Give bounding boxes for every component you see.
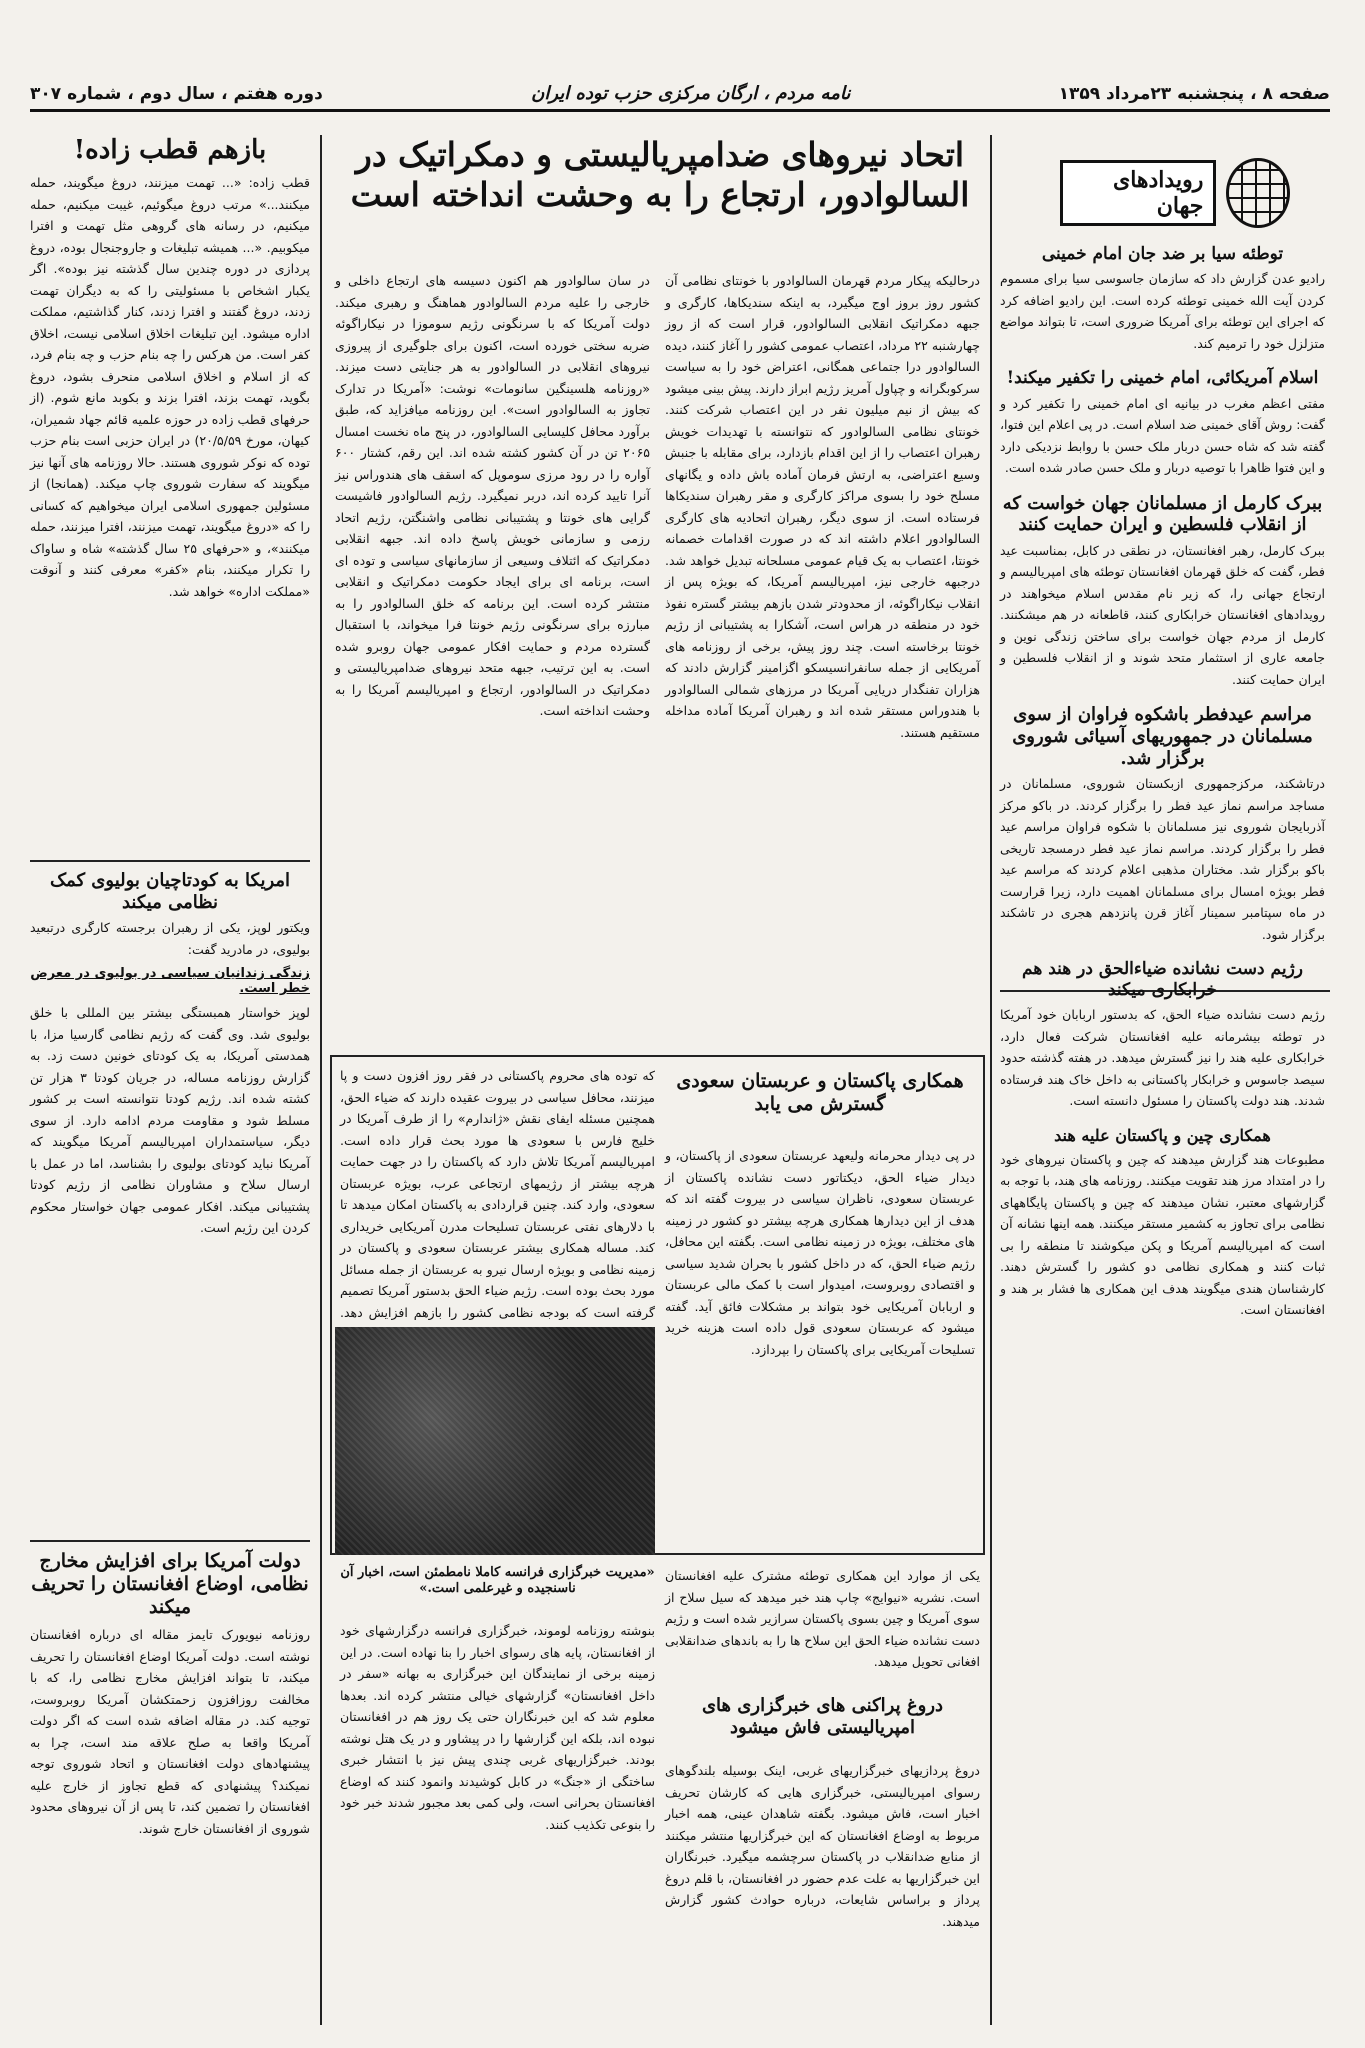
news-photo bbox=[335, 1327, 655, 1555]
article-title: ببرک کارمل از مسلمانان جهان خواست که از انقلاب فلسطین و ایران حمایت کنند bbox=[1002, 492, 1323, 536]
masthead bbox=[30, 78, 1330, 112]
column-rule bbox=[320, 135, 322, 2025]
article-title: امریکا به کودتاچیان بولیوی کمک نظامی میکند bbox=[49, 870, 291, 913]
article-body: مطبوعات هند گزارش میدهند که چین و پاکستان نیروهای خود را در امتداد مرز هند تقویت میکنند. روزنامه های هند، با توجه به گزارشهای معتبر، نشان میدهند که چین و پاکستان پایگاههای نظامی برای تجاوز به کشمیر مستقر میکنند. همه اینها نشانه آن است که امپریالیسم آمریکا و پکن میکوشند تا منطقه را بی ثبات کنند و همکاری نظامی دو کشور را گسترش دهند. کارشناسان هندی میگویند هدف این همکاری ها فشار بر هند و افغانستان است. bbox=[1000, 1151, 1325, 1318]
article-body: روزنامه نیویورک تایمز مقاله ای درباره افغانستان نوشته است. دولت آمریکا اوضاع افغانستان را تحریف میکند، تا بتواند افزایش مخارج نظامی را، که با مخالفت روزافزون زحمتکشان آمریکا روبروست، توجیه کند. در مقاله اضافه شده است که اگر دولت آمریکا واقعا به صلح علاقه مند است، چرا به پیشنهادهای دولت افغانستان و اتحاد شوروی توجه نمیکند؟ پیشنهادی که قطع تجاوز از خارج علیه افغانستان را تضمین کند، تا پس از آن نیروهای محدود شوروی از افغانستان خارج شوند. bbox=[30, 1627, 310, 1836]
left-column-top bbox=[30, 135, 310, 855]
world-news-logo bbox=[1060, 150, 1290, 236]
left-column-mid bbox=[30, 870, 310, 1535]
left-column-bottom bbox=[30, 1550, 310, 2030]
article-title: رژیم دست نشانده ضیاءالحق در هند هم خرابکاری میکند bbox=[1022, 959, 1303, 1000]
globe-icon bbox=[1226, 158, 1290, 228]
right-column bbox=[1000, 240, 1325, 2030]
column-rule bbox=[990, 135, 992, 2025]
article-title: دروغ پراکنی های خبرگزاری های امپریالیستی فاش میشود bbox=[701, 1695, 944, 1738]
article-subhead: زندگی زندانیان سیاسی در بولیوی در معرض خطر است. bbox=[30, 966, 310, 997]
article-title: بازهم قطب زاده! bbox=[73, 135, 267, 165]
article-body: ویکتور لوپز، یکی از رهبران برجسته کارگری درتبعید بولیوی، در مادرید گفت: bbox=[30, 920, 310, 957]
section-rule bbox=[30, 1540, 310, 1542]
article-body: دروغ پردازیهای خبرگزاریهای غربی، اینک بوسیله بلندگوهای رسوای امپریالیستی، خبرگزاری هایی که کارشان تحریف اخبار است، فاش میشود. بگفته شاهدان عینی، همه اخبار مربوط به اوضاع افغانستان که این خبرگزاریها منتشر میکنند از منابع ضدانقلاب در پاکستان سرچشمه میگیرد. خبرنگاران این خبرگزاریها به علت عدم حضور در افغانستان، با قلم دروغ پرداز و براساس شایعات، درباره حوادث کشور گزارش میدهند. bbox=[665, 1763, 980, 1929]
article-title: همکاری چین و پاکستان علیه هند bbox=[1054, 1125, 1271, 1145]
lead-column-1: درحالیکه پیکار مردم قهرمان السالوادور با خونتای نظامی آن کشور روز بروز اوج میگیرد، به اینکه سندیکاها، کارگری و جبهه دمکراتیک انقلابی السالوادور، قرار است که از روز چهارشنبه ۲۲ مرداد، اعتصاب عمومی کشور را آغاز کنند، دیده السالوادور درا جتماعی همگانی، اعتراض خود را به سیاست سرکوبگرانه و چپاول آمریز رژیم ابراز دارند. پیش بینی میشود که بیش از نیم میلیون نفر در این اعتصاب شرکت کنند. خونتای نظامی السالوادور که نتوانسته با تهدیدات خویش رهبران اعتصاب را از این اقدام بازدارد، برای مقابله با جنبش وسیع اعتراضی، به ارتش فرمان آماده باش داده و یگانهای مسلح خود را بسوی مراکز کارگری و مقر رهبران سندیکاها فرستاده است. از سوی دیگر، رهبران اتحادیه های کارگری السالوادور اعلام داشته اند که در صورت اقدامات خصمانه خونتا، اعتصاب به یک قیام عمومی مسلحانه تبدیل خواهد شد. درجبهه خارجی نیز، امپریالیسم آمریکا، که بویژه پس از انقلاب نیکاراگوئه، از محدودتر شدن بازهم بیشتر گستره نفوذ خود در منطقه در هراس است، آشکارا به پشتیبانی از رژیم خونتا برخاسته است. چند روز پیش، برخی از روزنامه های آمریکایی از جمله سانفرانسیسکو اگزامینر گزارش دادند که هزاران تفنگدار دریایی آمریکا در مرزهای شمالی السالوادور با هندوراس مستقر شده اند و رهبران آمریکا آماده مداخله مستقیم هستند. bbox=[665, 273, 980, 740]
page-date: صفحه ۸ ، پنجشنبه ۲۳مرداد ۱۳۵۹ bbox=[1058, 83, 1330, 104]
article-body: در پی دیدار محرمانه ولیعهد عربستان سعودی از پاکستان، و دیدار ضیاء الحق، دیکتاتور دست نشانده پاکستان از عربستان سعودی، ناظران سیاسی در بیروت گفته اند که هدف از این دیدارها همکاری هرچه بیشتر دو کشور در زمینه های مختلف، بویژه در زمینه نظامی است. بگفته این محافل، رژیم ضیاء الحق، که در داخل کشور با بحران شدید سیاسی و اقتصادی روبروست، امیدوار است با کمک مالی عربستان و اربابان آمریکایی خود بتواند بر مشکلات فائق آید. گفته میشود که عربستان سعودی قول داده است هزینه خرید تسلیحات آمریکایی برای پاکستان را بپردازد. bbox=[665, 1148, 975, 1357]
article-body: رادیو عدن گزارش داد که سازمان جاسوسی سیا برای مسموم کردن آیت الله خمینی توطئه کرده است. این رادیو اضافه کرد که اجرای این توطئه برای آمریکا ضروری است، تا بتواند مواضع متزلزل خود را ترمیم کند. bbox=[1000, 271, 1325, 351]
article-body: قطب زاده: «... تهمت میزنند، دروغ میگویند، حمله میکنند...» مرتب دروغ میگوئیم، غیبت میکنیم، حمله میکنیم، در رسانه های گروهی مثل تهمت و افترا میکوبیم. «... همیشه تبلیغات و جاروجنجال بوده، دروغ پردازی در دوره چندین سال گذشته نیز بوده». اگر یکبار اشخاص با مسئولیتی را که به دیگران تهمت زدند، دروغ گفتند و افترا زدند، کنار گذاشتیم، مملکت اداره میشود. این تبلیغات اخلاق اسلامی نیست، اخلاق کفر است. من هرکس را چه بنام حزب و چه بنام فرد، که از اسلام و اخلاق اسلامی منحرف بشود، دروغ بگوید، تهمت بزند، افترا بزند و بکوبد مانع شوم. (از حرفهای قطب زاده در حوزه علمیه قائم جهاد شمیران، کیهان، مورخ ۲۰/۵/۵۹) در ایران حزبی است بنام حزب توده که نوکر شوروی هستند. حالا روزنامه های آنها نیز میگویند که سفارت شوروی چاپ میکند. (همانجا) از مسئولین جمهوری اسلامی ایران میخواهیم که کسانی را که «دروغ میگویند، تهمت میزنند، افترا میزنند، حمله میکنند»، و «حرفهای ۲۵ سال گذشته» شاه و ساواک را تکرار میکنند، بنام «کفر» معرفی کنند و آنوقت «مملکت اداره» خواهد شد. bbox=[30, 175, 311, 599]
article-body: مفتی اعظم مغرب در بیانیه ای امام خمینی را تکفیر کرد و گفت: روش آقای خمینی ضد اسلام است. در پی اعلام این فتوا، گفته شد که شاه حسن دربار ملک حسن با روابط نزدیکی دارد و این فتوا ظاهرا با توصیه دربار و ملک حسن صادر شده است. bbox=[1000, 395, 1325, 476]
article-quote: «مدیریت خبرگزاری فرانسه کاملا نامطمئن است، اخبار آن ناسنجیده و غیرعلمی است.» bbox=[340, 1565, 655, 1596]
article-body: لوپز خواستار همبستگی بیشتر بین المللی با خلق بولیوی شد. وی گفت که رژیم نظامی گارسیا مزا، با همدستی آمریکا، به یک کودتای خونین دست زد. به گزارش روزنامه مساله، در جریان کودتا ۳ هزار تن کشته شده اند. رژیم کودتا نتوانسته است بر کشور مسلط شود و مقاومت مردم ادامه دارد. از سوی دیگر، سیاستمداران امپریالیسم آمریکا میگویند که آمریکا نباید کودتای بولیوی را بشناسد، اما در عمل با ارسال سلاح و مشاوران نظامی از رژیم کودتا پشتیبانی میکند. افکار عمومی جهان خواستار محکوم کردن این رژیم است. bbox=[30, 1005, 310, 1236]
article-body: رژیم دست نشانده ضیاء الحق، که بدستور اربابان خود آمریکا در توطئه بیشرمانه علیه افغانستان شرکت فعال دارد، خرابکاری علیه هند را نیز گسترش میدهد. در هفته گذشته حدود سیصد جاسوس و خرابکار پاکستانی به داخل خاک هند فرستاده شدند. هند دولت پاکستان را مسئول دانسته است. bbox=[1000, 1007, 1325, 1109]
paper-name: نامه مردم ، ارگان مرکزی حزب توده ایران bbox=[531, 83, 851, 104]
article-title: مراسم عیدفطر باشکوه فراوان از سوی مسلمانان در جمهوریهای آسیائی شوروی برگزار شد. bbox=[1012, 704, 1313, 769]
section-logo-text: رویدادهای جهان bbox=[1060, 160, 1216, 226]
article-body: درتاشکند، مرکزجمهوری ازبکستان شوروی، مسلمانان در مساجد مراسم نماز عید فطر را برگزار کردند. در باکو مرکز آذربایجان شوروی نیز مسلمانان با شکوه فراوان مراسم عید فطر را برگزار کردند. مراسم نماز عید فطر درمسجد تاریخی باکو برگزار شد. مختاران مذهبی اعلام کردند که مراسم عید فطر بویژه امسال برای مسلمانان اهمیت دارد، زیرا قرارست در ماه سپتامبر سمینار آغاز قرن پانزدهم هجری در تاشکند برگزار شود. bbox=[1000, 776, 1325, 942]
article-body: ببرک کارمل، رهبر افغانستان، در نطقی در کابل، بمناسبت عید فطر، گفت که خلق قهرمان افغانستان توطئه های امپریالیسم و ارتجاع جهانی را، که زیر نام مقدس اسلام میخواهند در رویدادهای افغانستان خرابکاری کنند، قاطعانه در هم میشکنند. کارمل از مردم جهان خواست برای ساختن زندگی نوین و جامعه عاری از استثمار متحد شوند و از انقلاب فلسطین و ایران حمایت کنند. bbox=[1000, 542, 1325, 687]
lead-headline: اتحاد نیروهای ضدامپریالیستی و دمکراتیک در السالوادور، ارتجاع را به وحشت انداخته است bbox=[350, 135, 970, 214]
article-title: دولت آمریکا برای افزایش مخارج نظامی، اوضاع افغانستان را تحریف میکند bbox=[31, 1550, 309, 1618]
lead-column-2: در سان سالوادور هم اکنون دسیسه های ارتجاع داخلی و خارجی را علیه مردم السالوادور هماهنگ و رهبری میکند. دولت آمریکا که با سرنگونی رژیم سوموزا در نیکاراگوئه ضربه سختی خورده است، اکنون برای جلوگیری از پیروزی نیروهای انقلابی در السالوادور به هر جنایتی دست میزند. «روزنامه هلسینگین سانومات» نوشت: «آمریکا در تدارک تجاوز به السالوادور است». این روزنامه میافزاید که، طبق برآورد محافل کلیسایی السالوادور، در پنج ماه نخست امسال ۲۰۶۵ تن در آن کشور کشته شده اند. این رقم، کشتار ۶۰۰ آواره را در رود مرزی سوموپل که اسقف های هندوراس نیز آنرا تایید کرده اند، دربر نمیگیرد. رژیم السالوادور فاشیست گرایی های خونتا و پشتیبانی نظامی واشنگتن، رژیم اتحاد رزمی و سازمانی خویش پاسخ داده اند. جبهه انقلابی دمکراتیک که ائتلاف وسیعی از سازمانهای سیاسی و توده ای است، برنامه ای برای ایجاد حکومت دمکراتیک و انقلابی منتشر کرده است. این برنامه که خلق السالوادور را به مبارزه برای سرنگونی رژیم خونتا فرا میخواند، با استقبال گسترده مردم و حمایت افکار عمومی جهان روبرو شده است. به این ترتیب، جبهه متحد نیروهای ضدامپریالیستی و دمکراتیک در السالوادور، ارتجاع و امپریالیسم آمریکا را به وحشت انداخته است. bbox=[335, 273, 650, 718]
article-title: اسلام آمریکائی، امام خمینی را تکفیر میکند! bbox=[1006, 368, 1319, 389]
article-title: توطئه سیا بر ضد جان امام خمینی bbox=[1041, 244, 1284, 264]
article-body: یکی از موارد این همکاری توطئه مشترک علیه افغانستان است. نشریه «نیوایج» چاپ هند خبر میدهد که سیل سلاح از سوی آمریکا و چین بسوی پاکستان سرازیر شده است و رژیم دست نشانده ضیاء الحق این سلاح ها را به باندهای ضدانقلابی افغانی تحویل میدهد. bbox=[665, 1568, 980, 1669]
issue-info: دوره هفتم ، سال دوم ، شماره ۳۰۷ bbox=[30, 83, 323, 104]
article-title: همکاری پاکستان و عربستان سعودی گسترش می یابد bbox=[676, 1070, 964, 1115]
article-body: بنوشته روزنامه لوموند، خبرگزاری فرانسه درگزارشهای خود از افغانستان، پایه های رسوای اخبار را بنا نهاده است. در این زمینه برخی از نمایندگان این خبرگزاری به بهانه «سفر در داخل افغانستان» گزارشهای خیالی منتشر کرده اند. بعدها معلوم شد که این خبرنگاران حتی یک روز هم در افغانستان نبوده اند، بلکه این گزارشها را در پیشاور و در یک هتل نوشته بودند. خبرگزاریهای غربی چندی پیش نیز با انتشار خبری ساختگی از «جنگ» در کابل کوشیدند وانمود کنند که اوضاع افغانستان بحرانی است، ولی کمی بعد مجبور شدند خبر خود را بنوعی تکذیب کنند. bbox=[340, 1623, 655, 1832]
article-body: که توده های محروم پاکستانی در فقر روز افزون دست و پا میزنند، محافل سیاسی در بیروت عقیده دارند که ضیاء الحق، همچنین مسئله ایفای نقش «ژاندارم» را از طرف آمریکا در خلیج فارس با سعودی ها مورد بحث قرار داده است. امپریالیسم آمریکا تلاش دارد که پاکستان را در جهت حمایت هرچه بیشتر از رژیمهای ارتجاعی عرب، بویژه عربستان سعودی، وارد کند. چنین قراردادی به پاکستان امکان میدهد تا با دلارهای نفتی عربستان تسلیحات مدرن آمریکایی خریداری کند. مساله همکاری بیشتر عربستان سعودی و پاکستان در زمینه نظامی و بویژه ارسال نیرو به عربستان از جمله مسائل مورد بحث بوده است. رژیم ضیاء الحق بدستور آمریکا تصمیم گرفته است که بودجه نظامی کشور را بازهم افزایش دهد. bbox=[340, 1068, 655, 1320]
section-rule bbox=[30, 860, 310, 862]
